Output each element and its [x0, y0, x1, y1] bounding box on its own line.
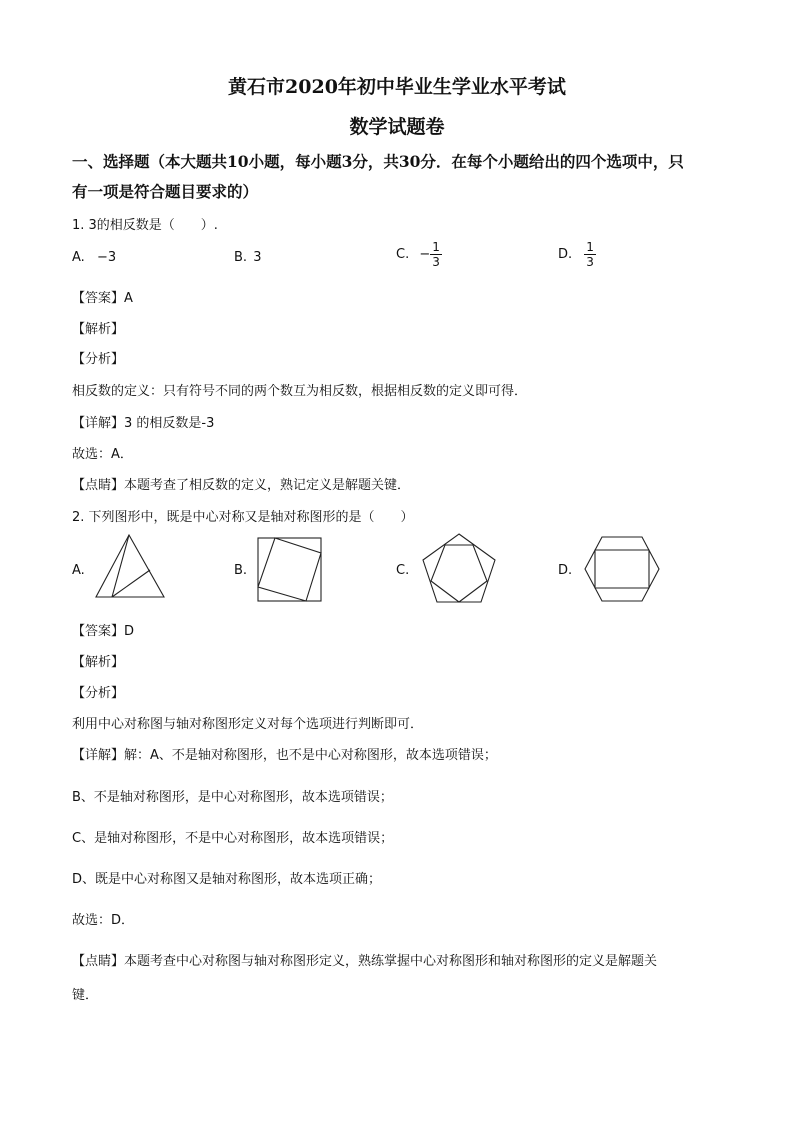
- outer-square: [258, 538, 321, 601]
- inner-rotated-square: [258, 538, 321, 601]
- triangle-inner-line-1: [112, 535, 129, 597]
- exam-title: 黄石市2020年初中毕业生学业水平考试: [228, 76, 566, 98]
- q1-option-d-fraction: [584, 240, 596, 269]
- q2-line-b: B、不是轴对称图形，是中心对称图形，故本选项错误；: [72, 790, 393, 805]
- pentagon-inner-shape: [431, 545, 487, 602]
- q2-jiexi: 【解析】: [72, 655, 125, 670]
- section-heading-line1: 一、选择题（本大题共10小题，每小题3分，共30分．在每个小题给出的四个选项中，只: [72, 152, 684, 171]
- q1-option-c-fraction: [430, 240, 442, 269]
- q2-fenxi-tag: 【分析】: [72, 686, 125, 701]
- q1-option-d-label: D.: [558, 247, 573, 262]
- triangle-inner-line-2: [112, 570, 150, 597]
- triangle-outline: [96, 535, 164, 597]
- q2-line-d: D、既是中心对称图又是轴对称图形，故本选项正确；: [72, 872, 382, 887]
- q1-choose: 故选：A．: [72, 447, 133, 462]
- q2-option-a-label: A.: [72, 563, 85, 578]
- q1-option-c-sign: −: [419, 247, 431, 262]
- q1-stem: 1. 3的相反数是（ ）.: [72, 218, 218, 233]
- q2-option-c-label: C.: [396, 563, 410, 578]
- q1-option-d: [558, 240, 596, 269]
- hexagon-square-figure: [583, 535, 661, 603]
- q1-option-b-text: 3: [253, 250, 262, 265]
- rotated-square-figure: [256, 536, 324, 604]
- q1-option-a-label: A.: [72, 250, 85, 265]
- q1-option-b: [234, 250, 261, 265]
- q2-dianjing-line1: 【点睛】本题考查中心对称图与轴对称图形定义，熟练掌握中心对称图形和轴对称图形的定义是解题关: [72, 954, 658, 969]
- pentagon-outline: [423, 534, 495, 602]
- q1-option-b-label: B.: [234, 250, 248, 265]
- q1-option-d-numerator: 1: [586, 240, 594, 254]
- q1-option-c-label: C.: [396, 247, 410, 262]
- q2-option-b-label: B.: [234, 563, 248, 578]
- pentagon-star-figure: [421, 532, 497, 604]
- q2-option-d-label: D.: [558, 563, 573, 578]
- q1-option-a: [72, 250, 116, 265]
- q2-line-c: C、是轴对称图形，不是中心对称图形，故本选项错误；: [72, 831, 394, 846]
- triangle-figure: [94, 533, 168, 601]
- q1-answer: 【答案】A: [72, 291, 133, 306]
- q1-dianjing: 【点睛】本题考查了相反数的定义，熟记定义是解题关键．: [72, 478, 411, 493]
- hexagon-outline: [585, 537, 659, 601]
- q2-xiangjie: 【详解】解：A、不是轴对称图形，也不是中心对称图形，故本选项错误；: [72, 748, 497, 763]
- q1-jiexi: 【解析】: [72, 322, 125, 337]
- q1-option-c: [396, 240, 442, 269]
- section-heading-line2: 有一项是符合题目要求的）: [72, 182, 259, 201]
- q2-dianjing-line2: 键．: [72, 988, 99, 1003]
- q1-option-a-text: −3: [96, 250, 117, 265]
- q1-xiangjie: 【详解】3 的相反数是-3: [72, 416, 215, 431]
- exam-subtitle: 数学试题卷: [349, 116, 445, 138]
- q1-option-c-numerator: 1: [432, 240, 440, 254]
- q2-choose: 故选：D．: [72, 913, 135, 928]
- q1-option-c-denominator: 3: [432, 255, 440, 269]
- q2-stem: 2. 下列图形中，既是中心对称又是轴对称图形的是（ ）: [72, 510, 414, 525]
- q1-fenxi-text: 相反数的定义：只有符号不同的两个数互为相反数，根据相反数的定义即可得．: [72, 384, 528, 399]
- q1-fenxi-tag: 【分析】: [72, 352, 125, 367]
- q2-answer: 【答案】D: [72, 624, 135, 639]
- inner-square: [595, 550, 649, 588]
- q1-option-d-denominator: 3: [586, 255, 594, 269]
- q2-fenxi-text: 利用中心对称图与轴对称图形定义对每个选项进行判断即可．: [72, 717, 424, 732]
